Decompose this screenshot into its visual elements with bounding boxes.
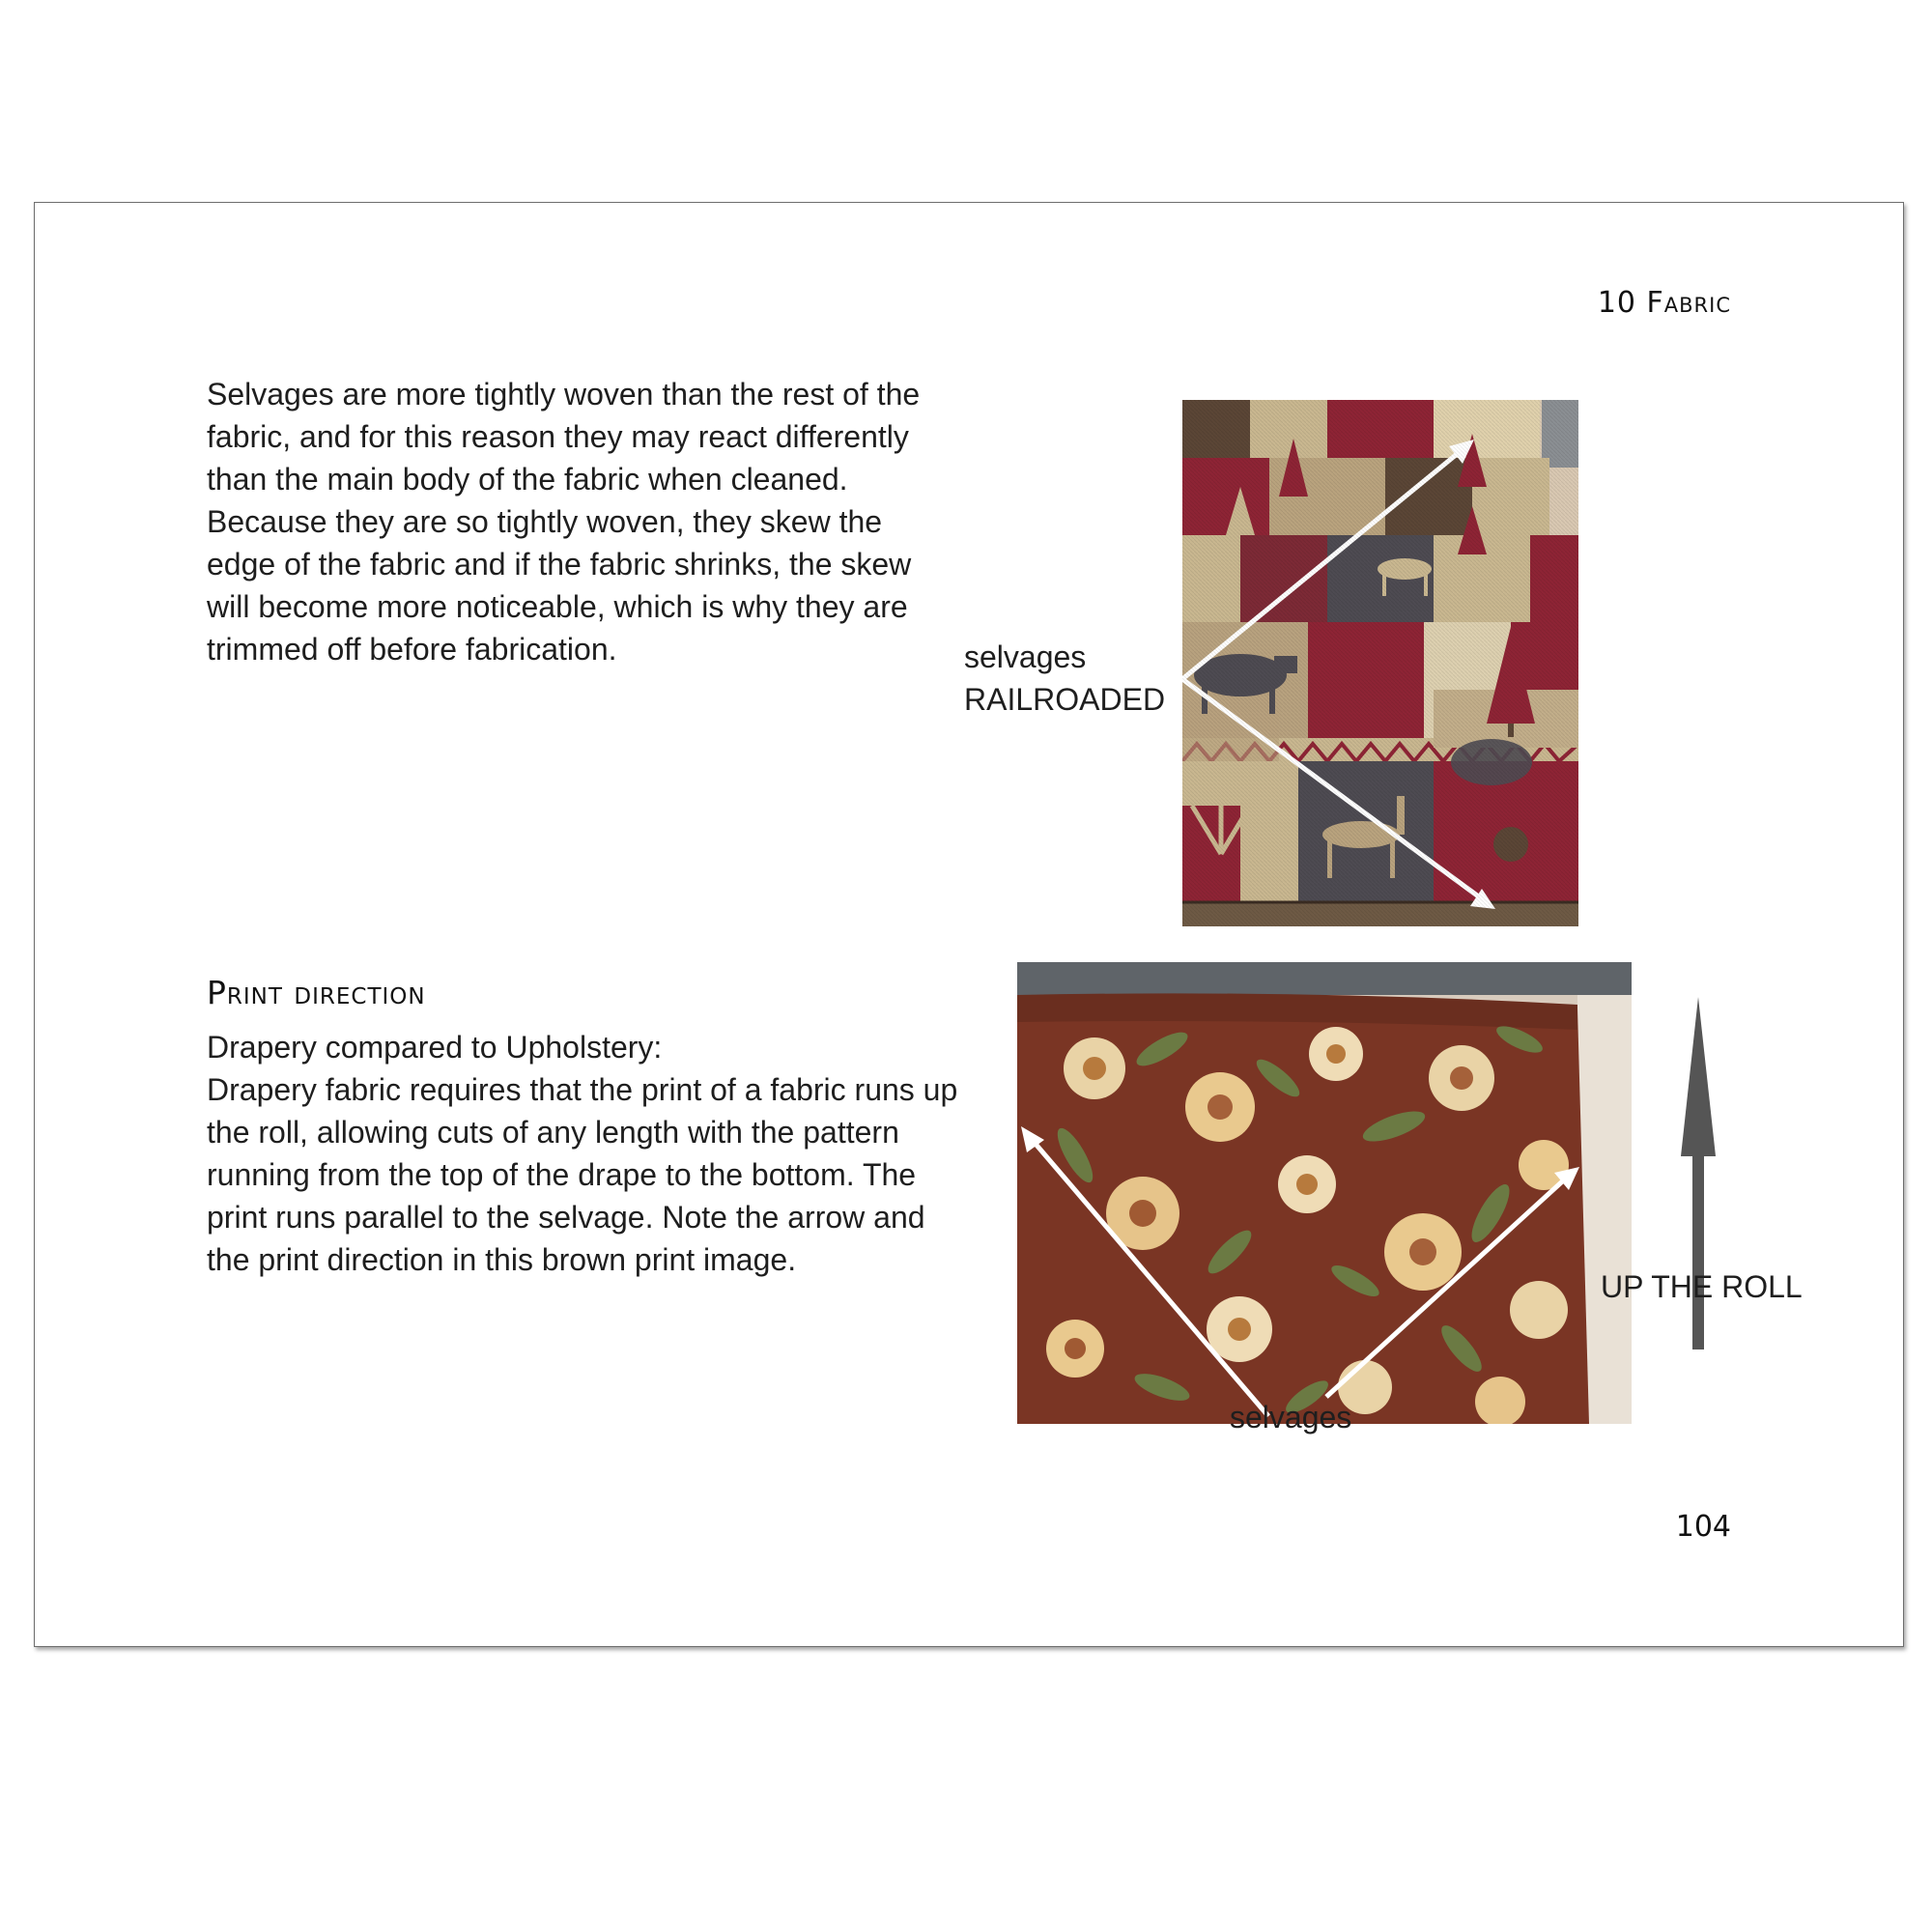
floral-fabric-photo <box>1017 962 1632 1424</box>
print-direction-paragraph: Drapery fabric requires that the print of a fabric runs up the roll, allowing cuts of any length with the pattern running from the top of the drape to the bottom. The print runs parallel to the selvage. Note the arrow and the print direction in this brown print image. <box>207 1072 958 1277</box>
page-number: 104 <box>1675 1510 1731 1544</box>
print-direction-subheading: Drapery compared to Upholstery: <box>207 1030 663 1065</box>
selvages-label-floral-photo: selvages <box>1230 1400 1352 1435</box>
document-page <box>34 202 1904 1647</box>
railroaded-label: RAILROADED <box>964 682 1166 717</box>
up-the-roll-label: UP THE ROLL <box>1601 1269 1803 1304</box>
selvages-label-railroaded-photo: selvages <box>964 639 1087 674</box>
print-direction-heading: Print direction <box>207 974 426 1011</box>
print-direction-body <box>207 1026 960 1281</box>
railroaded-fabric-photo <box>1182 400 1578 926</box>
chapter-title: 10 Fabric <box>1597 286 1731 320</box>
selvages-paragraph: Selvages are more tightly woven than the rest of the fabric, and for this reason they may react differently than the main body of the fabric when cleaned. Because they are so tightly woven, they skew the edge of the fabric and if the fabric shrinks, the skew will become more noticeable, which is why they are trimmed off before fabrication. <box>207 377 921 667</box>
